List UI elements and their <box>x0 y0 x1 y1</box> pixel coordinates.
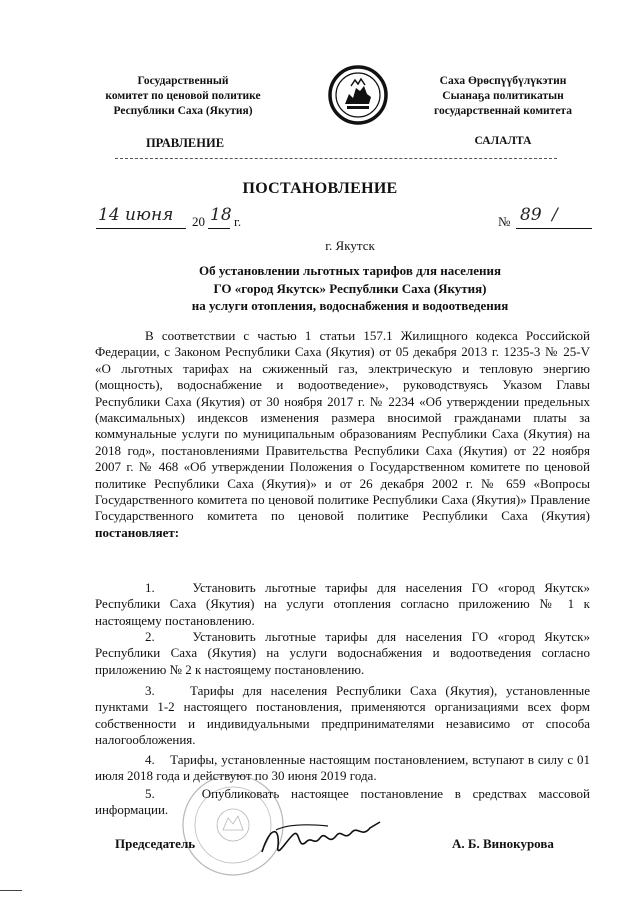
header-divider <box>115 158 557 159</box>
item-number: 5. <box>145 786 155 801</box>
year-prefix: 20 <box>192 214 205 229</box>
preamble-text: В соответствии с частью 1 статьи 157.1 Жилищного кодекса Российской Федерации, с Законом Республики Саха (Якутия) от 05 декабря 2013 г. 1235-3 № 25-V «О льготных тарифах на сжиженный газ, электрическую и тепловую энергию (мощность), водоснабжение и водоотведение», руководствуясь Указом Главы Республики Саха (Якутия) от 30 ноября 2017 г. № 2234 «Об утверждении предельных (максимальных) индексов изменения размера вносимой гражданами платы за коммунальные услуги по муниципальным образованиям Республики Саха (Якутия) на 2018 год», постановлениями Правительства Республики Саха (Якутия) от 22 ноября 2007 г. № 468 «Об утверждении Положения о Государственном комитете по ценовой политике Республики Саха (Якутия)» и от 26 декабря 2002 г. № 659 «Вопросы Государственного комитета по ценовой политике Республики Саха (Якутия)» Правление Государственного комитета по ценовой политике Республики Саха (Якутия) <box>95 328 590 524</box>
header-right-line1: Саха Өрөспүүбүлүкэтин <box>439 75 567 87</box>
handwritten-signature <box>258 816 388 866</box>
subject-line2: ГО «город Якутск» Республики Саха (Якутия) <box>213 280 487 296</box>
item-text: Установить льготные тарифы для населения ГО «город Якутск» Республики Саха (Якутия) на услуги отопления согласно приложению № 1 к настоящему постановлению. <box>95 580 590 628</box>
list-item <box>95 683 590 749</box>
item-text: Тарифы, установленные настоящим постановлением, вступают в силу с 01 июля 2018 года и действуют по 30 июня 2019 года. <box>95 752 590 784</box>
list-item <box>95 786 590 819</box>
header-left <box>88 74 278 119</box>
item-text: Установить льготные тарифы для населения ГО «город Якутск» Республики Саха (Якутия) на услуги водоснабжения и водоотведения согласно приложению № 2 к настоящему постановлению. <box>95 629 590 677</box>
preamble-resolves: постановляет: <box>95 524 180 540</box>
header-right <box>408 74 598 119</box>
list-item <box>95 629 590 678</box>
city: г. Якутск <box>325 238 375 253</box>
item-number: 4. <box>145 752 155 767</box>
document-type: ПОСТАНОВЛЕНИЕ <box>242 180 398 197</box>
signature-name: А. Б. Винокурова <box>452 836 554 851</box>
item-text: Тарифы для населения Республики Саха (Якутия), установленные пунктами 1-2 настоящего постановления, применяются организациями всех форм собственности и индивидуальными предпринимателями независимо от способа налогообложения. <box>95 683 591 748</box>
subject <box>120 262 580 315</box>
margin-mark <box>0 890 22 891</box>
list-item <box>95 580 590 629</box>
number-line <box>498 205 594 234</box>
header-left-line1: Государственный <box>137 75 229 87</box>
date-handwritten: 14 июня <box>98 205 174 225</box>
date-line <box>96 205 266 234</box>
header-right-line2: Сыанаҕа политикатын <box>442 90 564 102</box>
header-left-line2: комитет по ценовой политике <box>105 90 261 102</box>
subject-line3: на услуги отопления, водоснабжения и водоотведения <box>191 298 509 313</box>
year-suffix: г. <box>234 214 242 229</box>
header-right-dept: САЛАЛТА <box>474 135 532 147</box>
signature-role: Председатель <box>115 836 196 851</box>
item-number: 3. <box>145 683 155 698</box>
header-left-line3: Республики Саха (Якутия) <box>113 105 253 117</box>
number-suffix: / <box>552 205 558 225</box>
item-number: 2. <box>145 629 155 644</box>
item-number: 1. <box>145 580 155 595</box>
header-right-line3: государственнай комитета <box>434 105 572 117</box>
header-left-dept: ПРАВЛЕНИЕ <box>145 136 225 150</box>
coat-of-arms-emblem <box>327 64 389 126</box>
year-handwritten: 18 <box>210 205 232 225</box>
number-prefix: № <box>498 214 511 229</box>
subject-line1: Об установлении льготных тарифов для населения <box>198 263 502 278</box>
list-item <box>95 752 590 785</box>
number-handwritten: 89 <box>520 205 542 225</box>
preamble <box>95 328 590 541</box>
item-text: Опубликовать настоящее постановление в средствах массовой информации. <box>95 786 591 818</box>
